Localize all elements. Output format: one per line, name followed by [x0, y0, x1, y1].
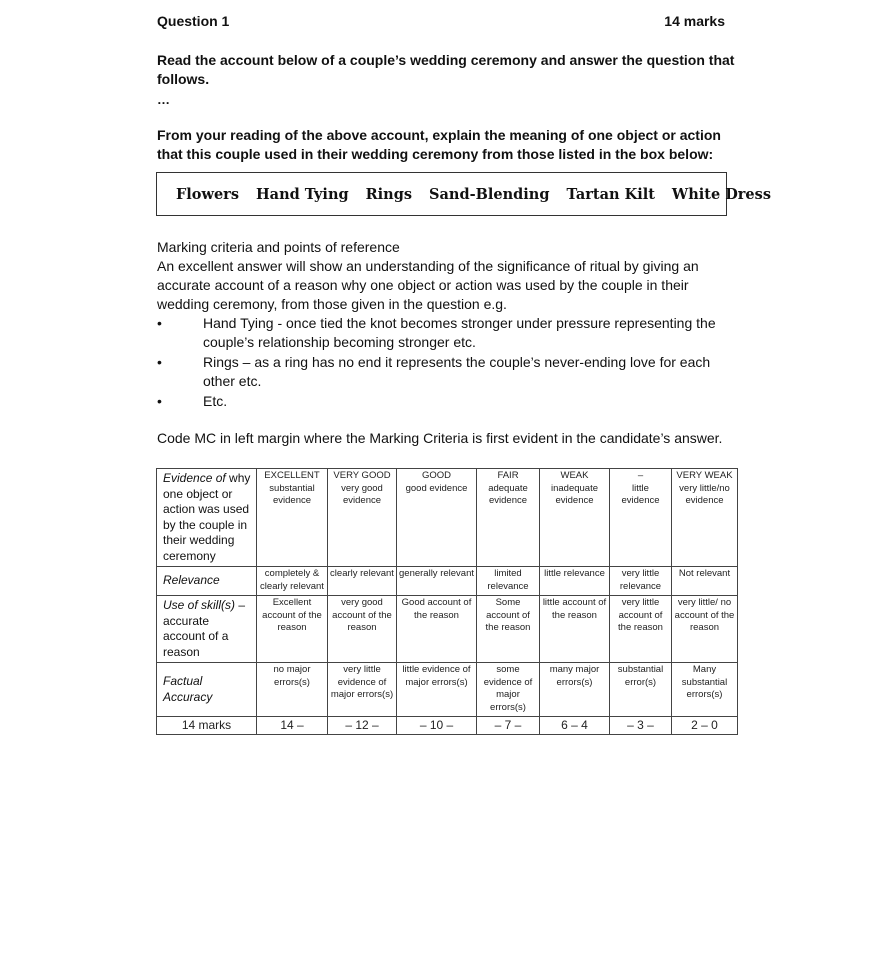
- grid-row-factual-accuracy: [157, 663, 738, 717]
- grid-cell: [328, 469, 397, 567]
- grid-cell-text: Many substantial errors(s): [681, 664, 728, 700]
- marking-criteria: [157, 238, 737, 411]
- marks-cell: – 10 –: [397, 717, 477, 735]
- row-header: [157, 596, 257, 663]
- row-header: [157, 469, 257, 567]
- grid-cell-text: little account of the reason: [542, 597, 607, 621]
- grid-cell: [397, 596, 477, 663]
- row-header: [157, 663, 257, 717]
- bullet-item: [157, 314, 737, 352]
- grid-cell-text: Some account of the reason: [485, 597, 531, 633]
- question-number: Question 1: [157, 13, 230, 29]
- criteria-body: An excellent answer will show an understanding of the significance of ritual by giving an accurate account of a reason why one object or action was used by the couple in their wedding ceremony, from those given in the question e.g.: [157, 258, 699, 312]
- intro-text: Read the account below of a couple’s wedding ceremony and answer the question that follows.: [157, 52, 735, 87]
- question-marks: 14 marks: [664, 13, 725, 29]
- grid-row-use-of-skills: [157, 596, 738, 663]
- question-header: [157, 13, 725, 29]
- grid-cell-text: VERY GOOD very good evidence: [333, 470, 391, 506]
- grid-cell: [397, 663, 477, 717]
- grid-cell-text: generally relevant: [399, 568, 474, 579]
- grid-cell-text: EXCELLENT substantial evidence: [264, 470, 320, 506]
- grid-cell-text: little relevance: [544, 568, 605, 579]
- grid-cell-text: – little evidence: [621, 470, 660, 506]
- grid-cell: [257, 469, 328, 567]
- bullet-dot: •: [157, 315, 162, 331]
- grid-cell: [672, 596, 738, 663]
- grid-cell: [672, 567, 738, 596]
- grid-row-marks: [157, 717, 738, 735]
- grid-cell: [397, 567, 477, 596]
- bullet-text: Etc.: [203, 393, 228, 409]
- grid-cell: [610, 567, 672, 596]
- grid-cell: [257, 596, 328, 663]
- marks-label: 14 marks: [157, 717, 257, 735]
- item-rings: Rings: [365, 185, 413, 203]
- grid-cell-text: substantial error(s): [617, 664, 664, 688]
- grid-cell-text: little evidence of major errors(s): [402, 664, 471, 688]
- omitted-account-ellipsis: …: [157, 92, 170, 107]
- bullet-text: Rings – as a ring has no end it represents the couple’s never-ending love for each other etc.: [203, 354, 711, 389]
- grid-cell-text: WEAK inadequate evidence: [550, 470, 599, 506]
- row-header: [157, 567, 257, 596]
- marks-cell: – 3 –: [610, 717, 672, 735]
- row-header-italic: Relevance: [163, 573, 220, 588]
- grid-cell-text: Not relevant: [678, 568, 731, 579]
- item-sand-blending: Sand-Blending: [429, 185, 550, 203]
- marks-cell: – 7 –: [477, 717, 540, 735]
- row-header-rest: why one object or action was used by the couple in their wedding ceremony: [163, 471, 251, 563]
- grid-cell: [477, 596, 540, 663]
- grid-cell-text: limited relevance: [487, 568, 529, 592]
- marks-cell: 14 –: [257, 717, 328, 735]
- question-prompt: From your reading of the above account, explain the meaning of one object or action that this couple used in their wedding ceremony from those listed in the box below:: [157, 127, 721, 162]
- row-header-italic: Use of skill(s): [163, 598, 236, 612]
- bullet-dot: •: [157, 393, 162, 409]
- row-header-italic: Evidence of: [163, 471, 226, 485]
- grid-cell: [610, 596, 672, 663]
- marking-grid: [156, 468, 738, 735]
- grid-cell: [672, 469, 738, 567]
- grid-cell: [540, 663, 610, 717]
- item-white-dress: White Dress: [671, 185, 771, 203]
- grid-row-relevance: [157, 567, 738, 596]
- grid-cell: [540, 567, 610, 596]
- row-header-rest: – accurate account of a reason: [163, 598, 246, 659]
- grid-cell: [540, 469, 610, 567]
- marks-cell: 2 – 0: [672, 717, 738, 735]
- bullet-text: Hand Tying - once tied the knot becomes stronger under pressure representing the couple’s relationship becoming stronger etc.: [203, 315, 716, 350]
- row-header-italic: Factual Accuracy: [163, 674, 213, 704]
- bullet-item: [157, 392, 737, 411]
- grid-cell: [477, 663, 540, 717]
- item-hand-tying: Hand Tying: [255, 185, 349, 203]
- bullet-item: [157, 353, 737, 391]
- grid-cell: [257, 567, 328, 596]
- grid-cell-text: very little evidence of major errors(s): [330, 664, 394, 700]
- grid-cell-text: Good account of the reason: [401, 597, 472, 621]
- grid-cell: [257, 663, 328, 717]
- grid-cell: [328, 596, 397, 663]
- grid-cell-text: clearly relevant: [330, 568, 394, 579]
- grid-cell: [477, 469, 540, 567]
- items-box: [156, 172, 771, 216]
- grid-cell-text: very little account of the reason: [618, 597, 663, 633]
- marks-cell: – 12 –: [328, 717, 397, 735]
- marks-cell: 6 – 4: [540, 717, 610, 735]
- code-instruction: Code MC in left margin where the Marking Criteria is first evident in the candidate’s answer.: [157, 430, 723, 446]
- grid-cell-text: very little relevance: [619, 568, 662, 592]
- criteria-bullets: [157, 314, 737, 411]
- grid-cell: [540, 596, 610, 663]
- grid-cell-text: VERY WEAK very little/no evidence: [676, 470, 733, 506]
- grid-cell-text: no major errors(s): [273, 664, 311, 688]
- grid-cell: [328, 567, 397, 596]
- grid-cell-text: some evidence of major errors(s): [483, 664, 533, 713]
- grid-cell: [328, 663, 397, 717]
- criteria-heading: Marking criteria and points of reference: [157, 239, 400, 255]
- grid-cell: [477, 567, 540, 596]
- grid-cell: [610, 663, 672, 717]
- grid-cell: [397, 469, 477, 567]
- grid-row-evidence: [157, 469, 738, 567]
- bullet-dot: •: [157, 354, 162, 370]
- grid-cell: [610, 469, 672, 567]
- grid-cell-text: very good account of the reason: [332, 597, 392, 633]
- grid-cell: [672, 663, 738, 717]
- grid-cell-text: completely & clearly relevant: [260, 568, 324, 592]
- grid-cell-text: very little/ no account of the reason: [674, 597, 735, 633]
- grid-cell-text: Excellent account of the reason: [262, 597, 322, 633]
- grid-cell-text: FAIR adequate evidence: [488, 470, 528, 506]
- grid-cell-text: many major errors(s): [549, 664, 600, 688]
- item-flowers: Flowers: [176, 185, 239, 203]
- item-tartan-kilt: Tartan Kilt: [566, 185, 655, 203]
- grid-cell-text: GOOD good evidence: [405, 470, 468, 494]
